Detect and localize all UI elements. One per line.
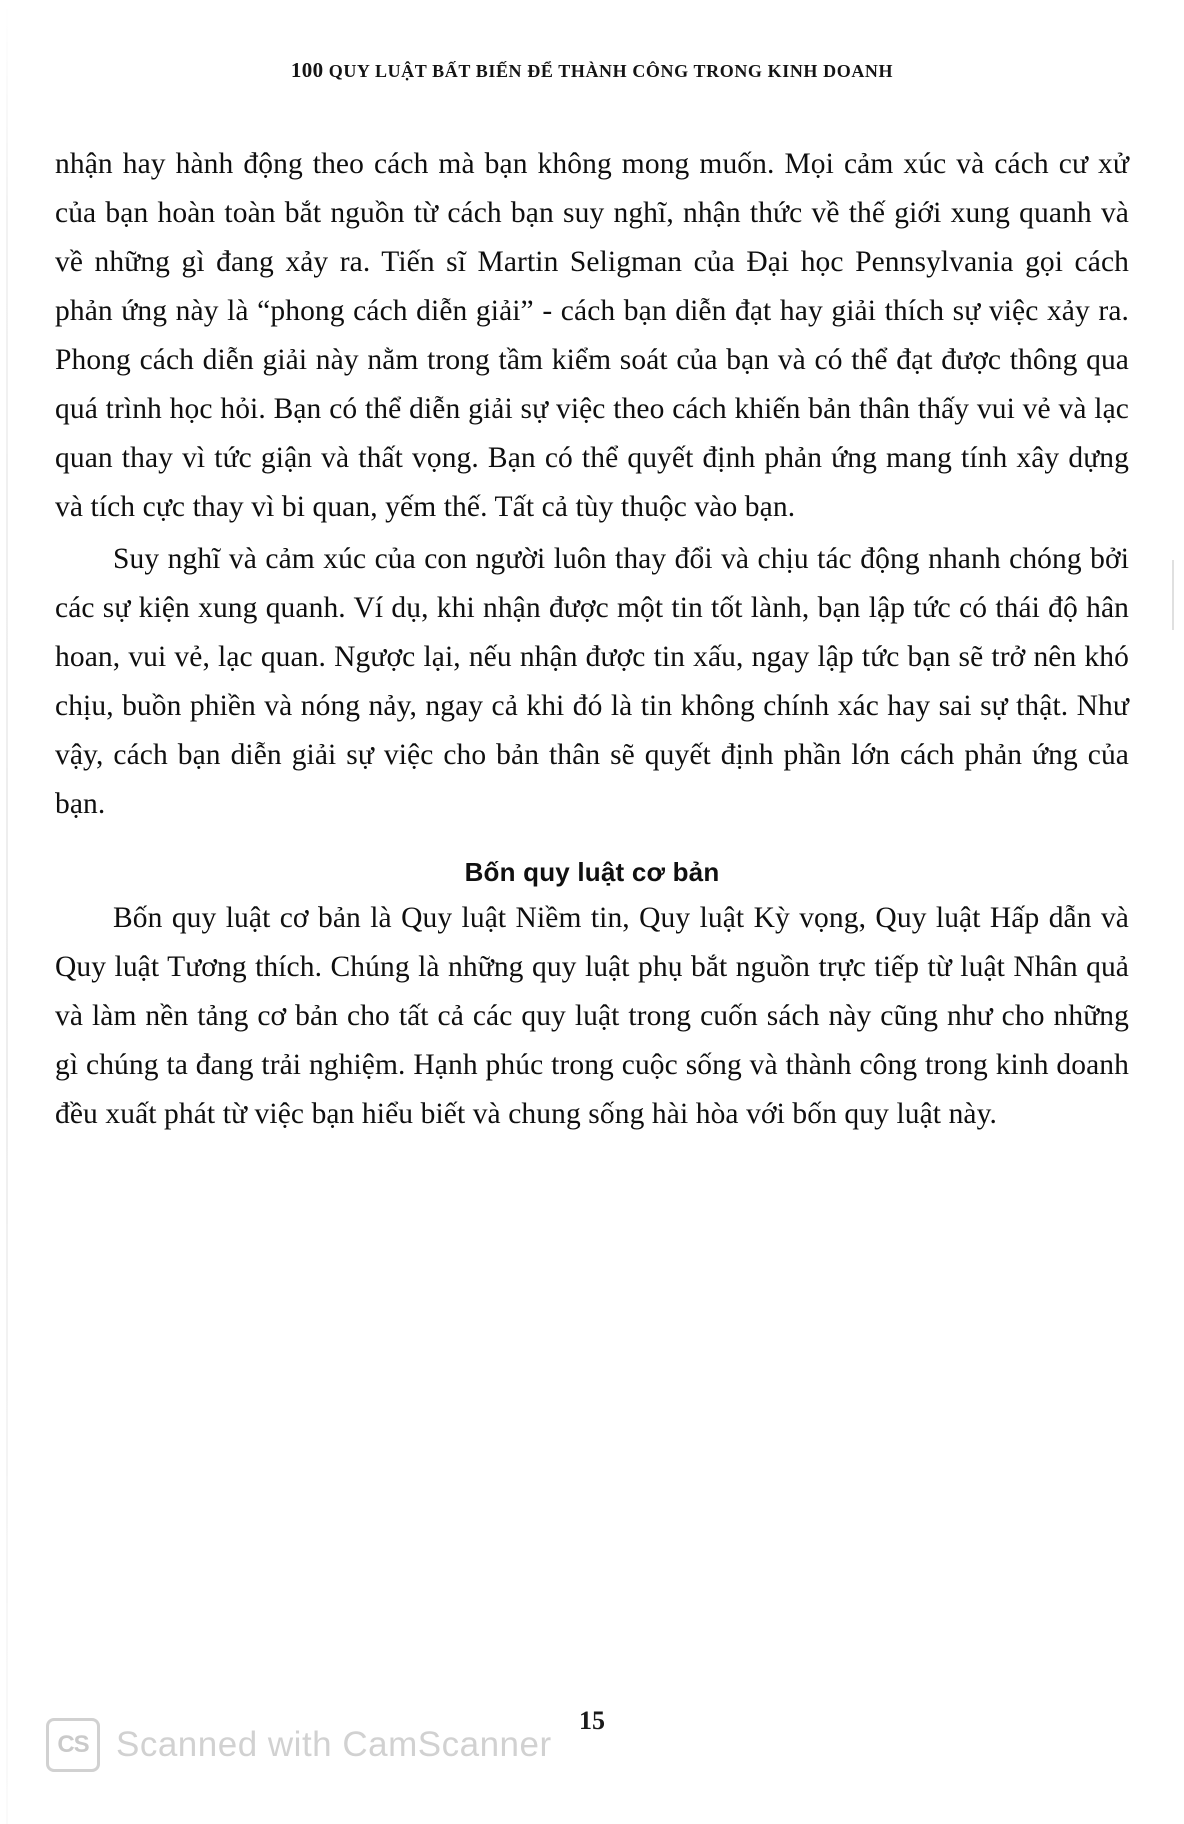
paragraph-1: nhận hay hành động theo cách mà bạn không mong muốn. Mọi cảm xúc và cách cư xử của bạn hoàn toàn bắt nguồn từ cách bạn suy nghĩ, nhận thức về thế giới xung quanh và về những gì đang xảy ra. Tiến sĩ Martin Seligman của Đại học Pennsylvania gọi cách phản ứng này là “phong cách diễn giải” - cách bạn diễn đạt hay giải thích sự việc xảy ra. Phong cách diễn giải này nằm trong tầm kiểm soát của bạn và có thể đạt được thông qua quá trình học hỏi. Bạn có thể diễn giải sự việc theo cách khiến bản thân thấy vui vẻ và lạc quan thay vì tức giận và thất vọng. Bạn có thể quyết định phản ứng mang tính xây dựng và tích cực thay vì bi quan, yếm thế. Tất cả tùy thuộc vào bạn.	[55, 148, 1129, 523]
running-head-title: QUY LUẬT BẤT BIẾN ĐỂ THÀNH CÔNG TRONG KINH DOANH	[328, 61, 894, 81]
paragraph-2: Suy nghĩ và cảm xúc của con người luôn thay đổi và chịu tác động nhanh chóng bởi các sự kiện xung quanh. Ví dụ, khi nhận được một tin tốt lành, bạn lập tức có thái độ hân hoan, vui vẻ, lạc quan. Ngược lại, nếu nhận được tin xấu, ngay lập tức bạn sẽ trở nên khó chịu, buồn phiền và nóng nảy, ngay cả khi đó là tin không chính xác hay sai sự thật. Như vậy, cách bạn diễn giải sự việc cho bản thân sẽ quyết định phần lớn cách phản ứng của bạn.	[55, 543, 1129, 820]
camscanner-logo-icon: CS	[46, 1718, 100, 1772]
running-head-number: 100	[290, 58, 324, 82]
page-number: 15	[579, 1706, 605, 1735]
scan-edge-artifact-right	[1172, 560, 1174, 630]
body-column	[55, 140, 1129, 1139]
section-paragraph: Bốn quy luật cơ bản là Quy luật Niềm tin, Quy luật Kỳ vọng, Quy luật Hấp dẫn và Quy luật Tương thích. Chúng là những quy luật phụ bắt nguồn trực tiếp từ luật Nhân quả và làm nền tảng cơ bản cho tất cả các quy luật trong cuốn sách này cũng như cho những gì chúng ta đang trải nghiệm. Hạnh phúc trong cuộc sống và thành công trong kinh doanh đều xuất phát từ việc bạn hiểu biết và chung sống hài hòa với bốn quy luật này.	[55, 902, 1129, 1130]
section-heading: Bốn quy luật cơ bản	[464, 857, 720, 887]
camscanner-watermark-text: Scanned with CamScanner	[116, 1725, 552, 1764]
scan-edge-artifact-left	[6, 0, 8, 1824]
running-head	[0, 58, 1184, 83]
